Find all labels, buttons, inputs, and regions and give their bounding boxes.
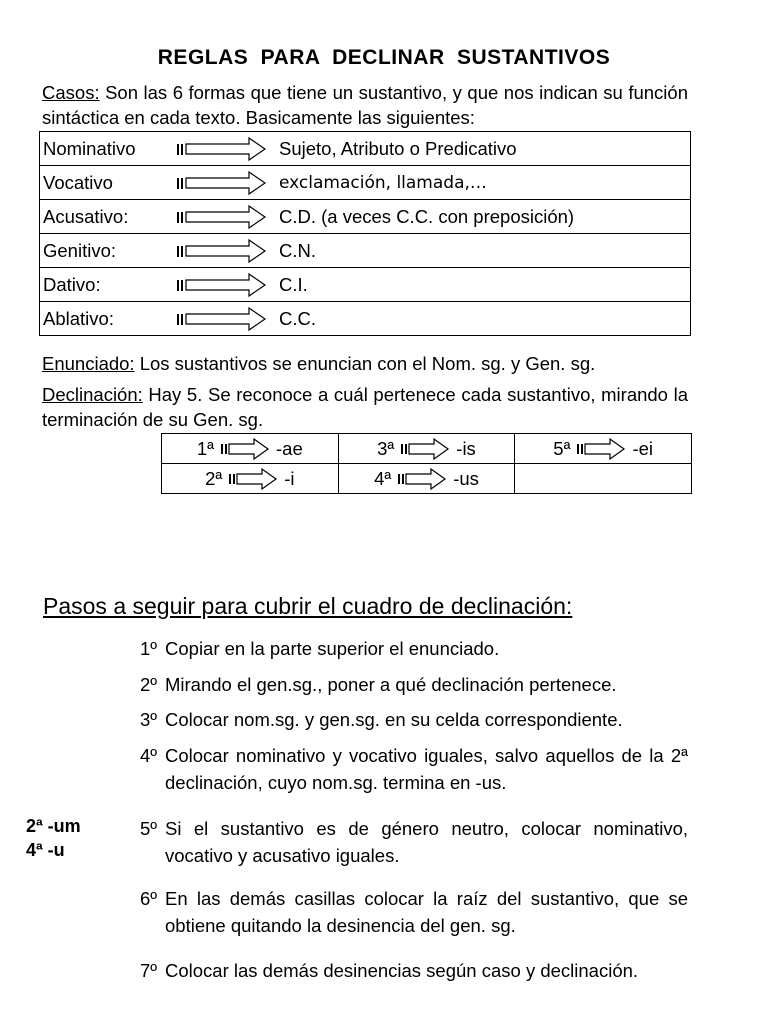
step-text: Colocar nom.sg. y gen.sg. en su celda correspondiente.	[165, 709, 623, 730]
case-row	[40, 268, 691, 302]
right-arrow-icon	[400, 437, 450, 461]
case-function: exclamación, llamada,…	[279, 166, 691, 200]
case-name: Nominativo	[40, 132, 176, 166]
case-function: C.C.	[279, 302, 691, 336]
cases-table	[39, 131, 691, 336]
declinacion-paragraph	[42, 382, 688, 432]
step-text: Copiar en la parte superior el enunciado.	[165, 638, 500, 659]
declension-row	[162, 434, 692, 464]
step-number: 6º	[140, 888, 158, 909]
case-name: Ablativo:	[40, 302, 176, 336]
declension-ending: -ae	[276, 437, 303, 459]
declension-number: 1ª	[196, 437, 215, 459]
casos-paragraph	[42, 80, 688, 130]
arrow-cell	[175, 166, 279, 200]
case-name: Acusativo:	[40, 200, 176, 234]
step-text: En las demás casillas colocar la raíz del sustantivo, que se obtiene quitando la desinencia del gen. sg.	[165, 888, 688, 936]
side-note-line: 4ª -u	[26, 840, 65, 860]
declension-cell	[338, 434, 515, 464]
declension-cell	[515, 434, 692, 464]
declension-cell	[162, 434, 339, 464]
step-text: Colocar las demás desinencias según caso y declinación.	[165, 960, 639, 981]
case-function: Sujeto, Atributo o Predicativo	[279, 132, 691, 166]
step-item	[140, 885, 688, 939]
case-function: C.N.	[279, 234, 691, 268]
step-number: 5º	[140, 818, 158, 839]
case-row	[40, 302, 691, 336]
enunciado-label: Enunciado:	[42, 353, 135, 374]
declension-ending: -ei	[632, 437, 653, 459]
declinacion-label: Declinación:	[42, 384, 143, 405]
side-note	[26, 814, 81, 862]
step-item	[140, 957, 688, 984]
step-text: Mirando el gen.sg., poner a qué declinación pertenece.	[165, 674, 617, 695]
case-row	[40, 234, 691, 268]
case-row	[40, 200, 691, 234]
declension-ending: -i	[284, 467, 295, 489]
case-function: C.D. (a veces C.C. con preposición)	[279, 200, 691, 234]
right-arrow-icon	[397, 467, 447, 491]
enunciado-text: Los sustantivos se enuncian con el Nom. sg. y Gen. sg.	[134, 353, 596, 374]
right-arrow-icon	[175, 136, 269, 162]
case-name: Dativo:	[40, 268, 176, 302]
arrow-cell	[175, 268, 279, 302]
right-arrow-icon	[175, 170, 269, 196]
case-row	[40, 166, 691, 200]
right-arrow-icon	[175, 238, 269, 264]
step-item	[140, 706, 688, 733]
case-row	[40, 132, 691, 166]
case-function: C.I.	[279, 268, 691, 302]
case-name: Genitivo:	[40, 234, 176, 268]
step-item	[140, 671, 688, 698]
step-item	[140, 635, 688, 662]
declension-cell	[162, 464, 339, 494]
declension-row	[162, 464, 692, 494]
right-arrow-icon	[228, 467, 278, 491]
enunciado-paragraph	[42, 351, 688, 376]
step-text: Colocar nominativo y vocativo iguales, salvo aquellos de la 2ª declinación, cuyo nom.sg. termina en -us.	[165, 745, 688, 793]
step-number: 3º	[140, 709, 158, 730]
right-arrow-icon	[175, 204, 269, 230]
declinacion-text: Hay 5. Se reconoce a cuál pertenece cada sustantivo, mirando la terminación de su Gen. sg.	[42, 384, 688, 430]
declension-ending: -us	[453, 467, 479, 489]
right-arrow-icon	[175, 306, 269, 332]
arrow-cell	[175, 132, 279, 166]
declension-number: 5ª	[553, 437, 571, 459]
right-arrow-icon	[175, 272, 269, 298]
declension-number: 2ª	[205, 467, 223, 489]
case-name: Vocativo	[40, 166, 176, 200]
casos-label: Casos:	[42, 82, 100, 103]
step-item	[140, 742, 688, 796]
step-number: 1º	[140, 638, 158, 659]
step-text: Si el sustantivo es de género neutro, colocar nominativo, vocativo y acusativo iguales.	[165, 818, 688, 866]
right-arrow-icon	[220, 437, 270, 461]
steps-title: Pasos a seguir para cubrir el cuadro de declinación:	[43, 593, 573, 619]
right-arrow-icon	[576, 437, 626, 461]
declension-number: 3ª	[377, 437, 395, 459]
page-title: REGLAS PARA DECLINAR SUSTANTIVOS	[157, 46, 611, 69]
step-number: 4º	[140, 745, 158, 766]
step-item	[140, 815, 688, 869]
declension-ending: -is	[456, 437, 476, 459]
step-number: 2º	[140, 674, 158, 695]
step-number: 7º	[140, 960, 158, 981]
casos-text: Son las 6 formas que tiene un sustantivo, y que nos indican su función sintáctica en cada texto. Basicamente las siguientes:	[42, 82, 688, 128]
arrow-cell	[175, 200, 279, 234]
arrow-cell	[175, 302, 279, 336]
side-note-line: 2ª -um	[26, 816, 81, 836]
arrow-cell	[175, 234, 279, 268]
declension-cell	[338, 464, 515, 494]
declension-table	[161, 433, 692, 494]
declension-number: 4ª	[374, 467, 392, 489]
declension-cell-empty	[515, 464, 692, 494]
